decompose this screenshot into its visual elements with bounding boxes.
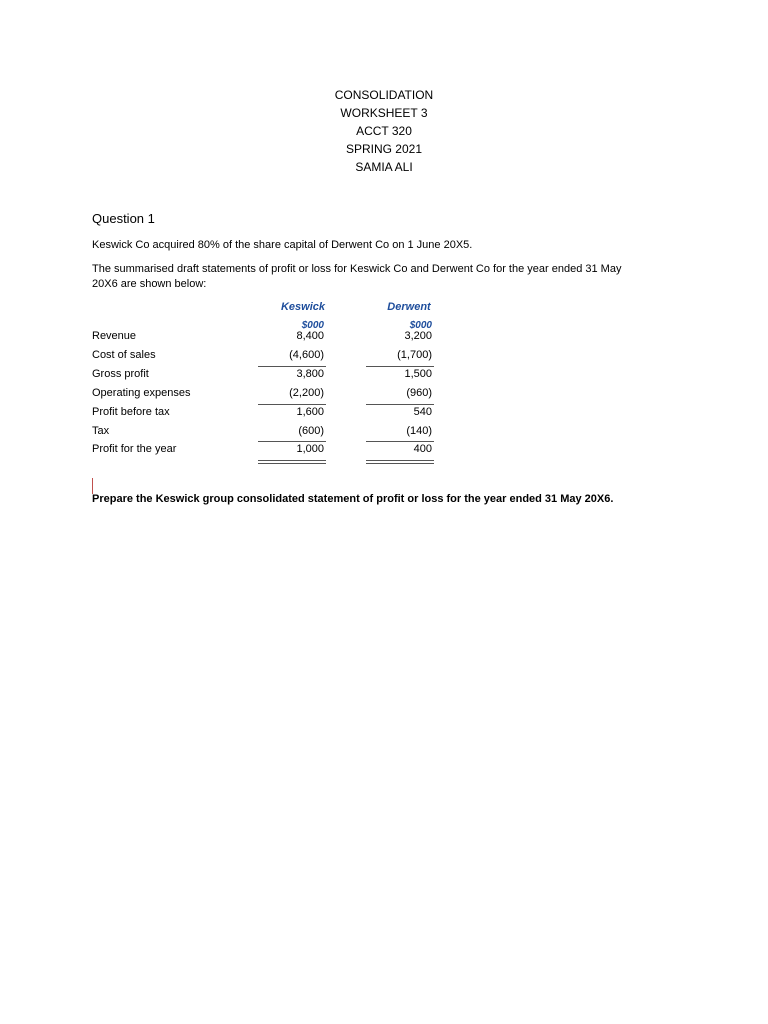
column-header-derwent: Derwent [387, 301, 431, 313]
question-paragraph-1: Keswick Co acquired 80% of the share capital of Derwent Co on 1 June 20X5. [92, 239, 473, 251]
column-unit-derwent: $000 [409, 320, 432, 331]
keswick-cost-of-sales: (4,600) [289, 349, 324, 361]
keswick-profit-for-year: 1,000 [296, 443, 324, 455]
keswick-operating-expenses: (2,200) [289, 387, 324, 399]
question-paragraph-2-line-2: 20X6 are shown below: [92, 278, 207, 290]
derwent-gross-profit-rule [366, 366, 434, 367]
header-title: CONSOLIDATION [334, 88, 434, 102]
derwent-profit-for-year-rule [366, 441, 434, 442]
keswick-revenue: 8,400 [296, 330, 324, 342]
text-cursor [92, 478, 93, 494]
row-label-tax: Tax [92, 425, 110, 437]
derwent-cost-of-sales: (1,700) [397, 349, 432, 361]
keswick-profit-for-year-rule [258, 441, 326, 442]
question-title: Question 1 [92, 211, 155, 226]
derwent-profit-before-tax: 540 [413, 406, 432, 418]
derwent-tax: (140) [406, 425, 432, 437]
question-instruction: Prepare the Keswick group consolidated statement of profit or loss for the year ended 31 May 20X6. [92, 493, 614, 505]
derwent-double-rule-top [366, 460, 434, 461]
row-label-profit-before-tax: Profit before tax [92, 406, 170, 418]
column-header-keswick: Keswick [280, 301, 326, 313]
keswick-profit-before-tax-rule [258, 404, 326, 405]
row-label-cost-of-sales: Cost of sales [92, 349, 156, 361]
header-course: ACCT 320 [356, 124, 412, 138]
keswick-double-rule-top [258, 460, 326, 461]
row-label-revenue: Revenue [92, 330, 137, 342]
derwent-profit-for-year: 400 [413, 443, 432, 455]
derwent-revenue: 3,200 [404, 330, 432, 342]
row-label-operating-expenses: Operating expenses [92, 387, 191, 399]
column-unit-keswick: $000 [301, 320, 324, 331]
header-term: SPRING 2021 [345, 142, 423, 156]
header-author: SAMIA ALI [355, 160, 413, 174]
header-worksheet: WORKSHEET 3 [340, 106, 428, 120]
row-label-gross-profit: Gross profit [92, 368, 149, 380]
keswick-gross-profit: 3,800 [296, 368, 324, 380]
question-paragraph-2-line-1: The summarised draft statements of profit or loss for Keswick Co and Derwent Co for the year ended 31 May [92, 263, 622, 275]
derwent-gross-profit: 1,500 [404, 368, 432, 380]
derwent-double-rule-bottom [366, 463, 434, 464]
keswick-tax: (600) [298, 425, 324, 437]
derwent-operating-expenses: (960) [406, 387, 432, 399]
keswick-gross-profit-rule [258, 366, 326, 367]
keswick-profit-before-tax: 1,600 [296, 406, 324, 418]
keswick-double-rule-bottom [258, 463, 326, 464]
row-label-profit-for-year: Profit for the year [92, 443, 177, 455]
derwent-profit-before-tax-rule [366, 404, 434, 405]
